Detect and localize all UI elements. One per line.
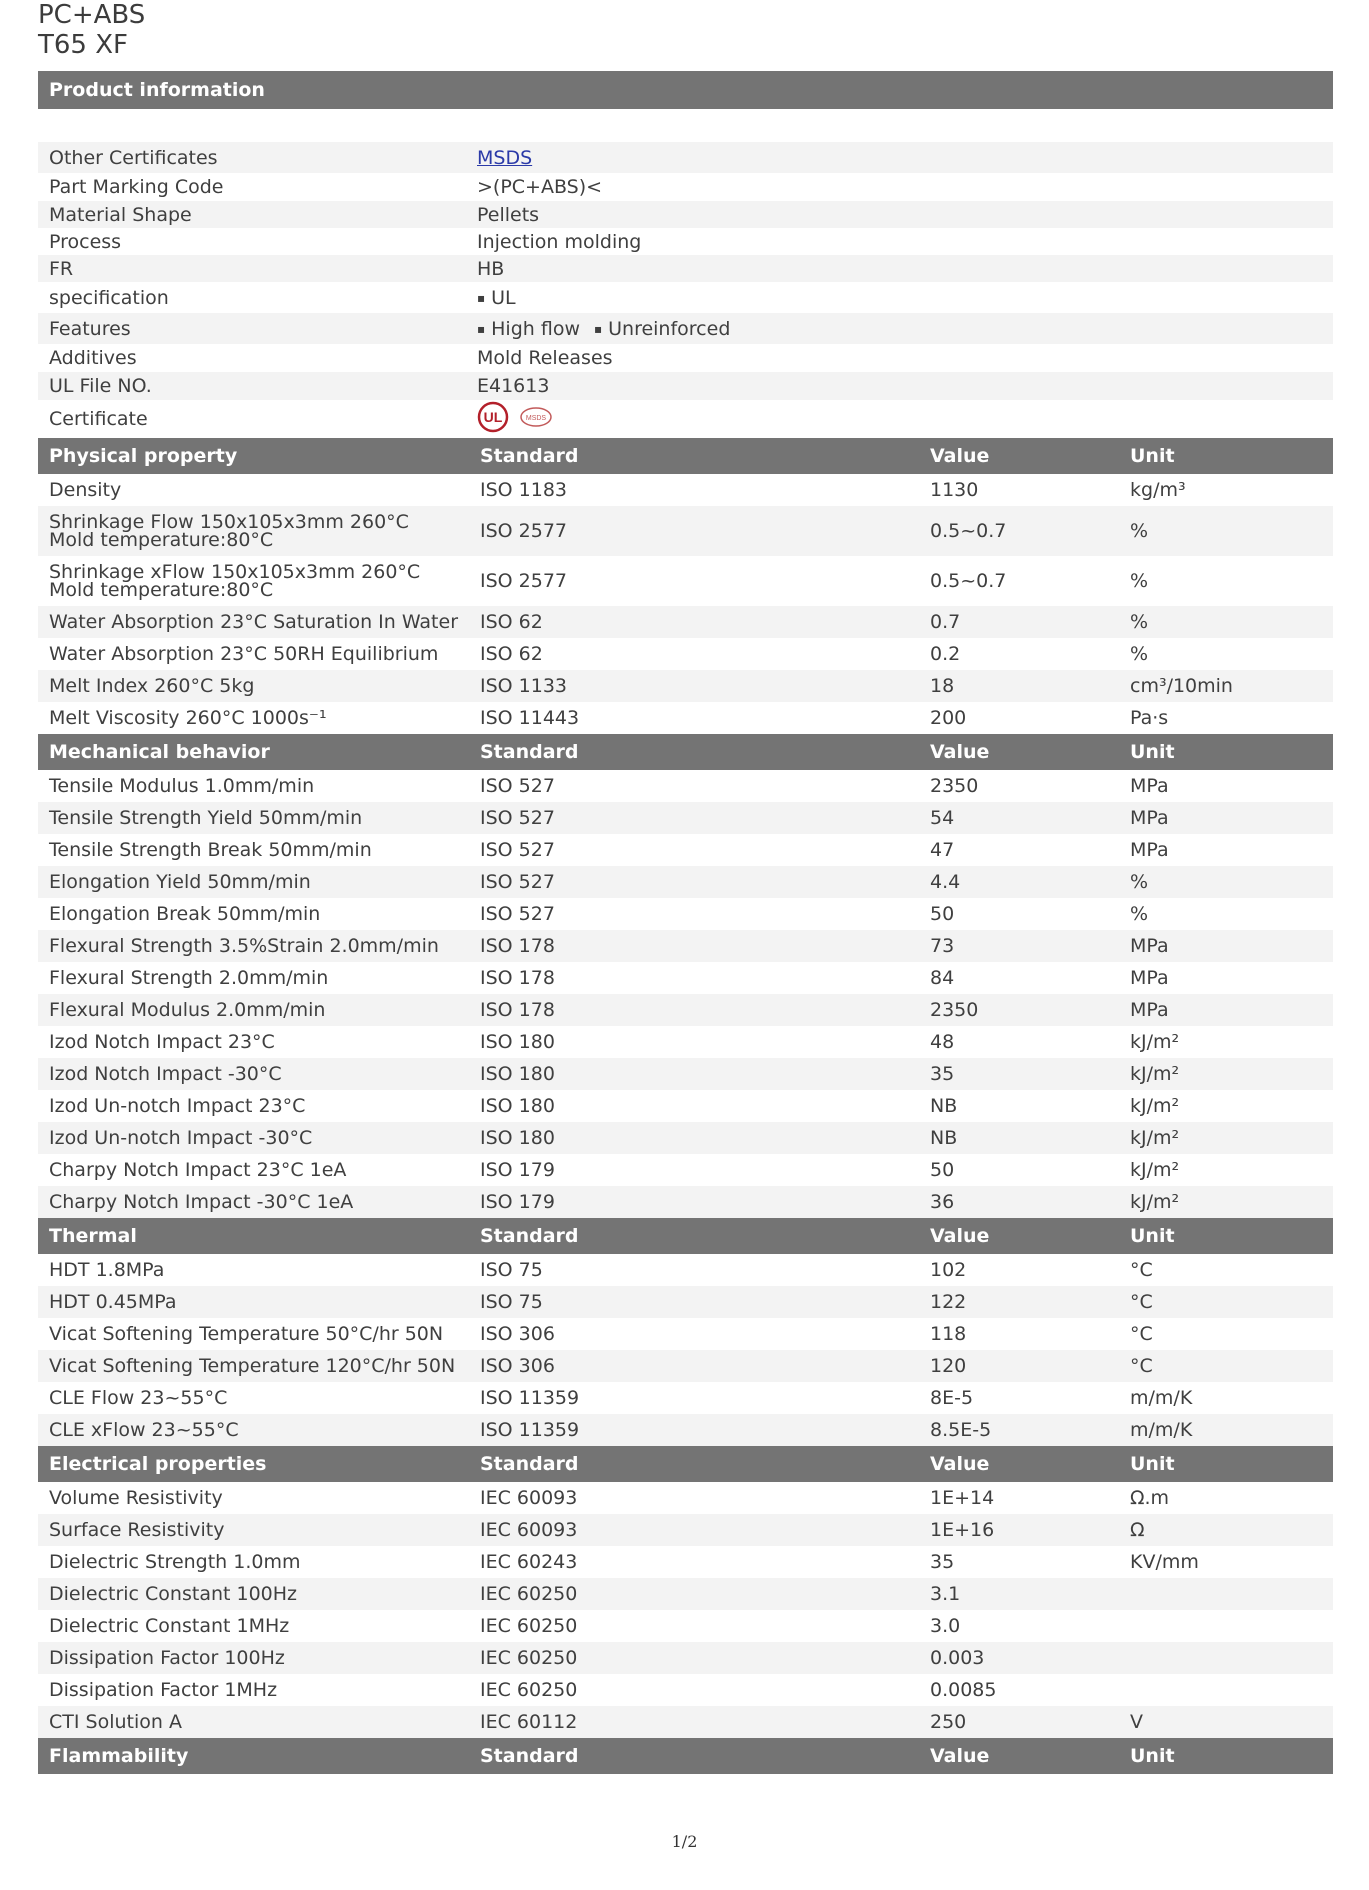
property-unit: % xyxy=(1130,520,1149,542)
property-standard: ISO 178 xyxy=(480,999,555,1021)
property-value: 1E+16 xyxy=(930,1519,995,1541)
property-name: CLE Flow 23~55°C xyxy=(49,1387,228,1409)
property-row xyxy=(38,1514,1333,1546)
property-row xyxy=(38,1318,1333,1350)
property-name: Dissipation Factor 100Hz xyxy=(49,1647,285,1669)
section-header xyxy=(38,438,1333,474)
property-row xyxy=(38,1706,1333,1738)
property-unit: MPa xyxy=(1130,967,1169,989)
info-label: Features xyxy=(49,317,131,340)
product-family-title: PC+ABS xyxy=(38,0,146,30)
unit-col-header: Unit xyxy=(1130,1225,1175,1247)
property-row xyxy=(38,1254,1333,1286)
datasheet xyxy=(38,71,1333,1774)
standard-col-header: Standard xyxy=(480,1745,579,1767)
property-standard: IEC 60093 xyxy=(480,1487,578,1509)
property-name: Charpy Notch Impact -30°C 1eA xyxy=(49,1191,354,1213)
info-label: UL File NO. xyxy=(49,375,152,397)
property-row xyxy=(38,702,1333,734)
property-unit: kJ/m² xyxy=(1130,1127,1180,1149)
property-value: 0.2 xyxy=(930,643,961,665)
property-unit: °C xyxy=(1130,1259,1153,1281)
property-unit: kJ/m² xyxy=(1130,1159,1180,1181)
property-standard: ISO 2577 xyxy=(480,570,568,592)
bullet-icon: ▪ xyxy=(477,322,486,336)
property-row xyxy=(38,606,1333,638)
property-standard: ISO 178 xyxy=(480,967,555,989)
property-value: 0.003 xyxy=(930,1647,985,1669)
property-unit: m/m/K xyxy=(1130,1419,1193,1441)
property-name: Dielectric Constant 100Hz xyxy=(49,1583,298,1605)
property-value: 1E+14 xyxy=(930,1487,995,1509)
property-name: Surface Resistivity xyxy=(49,1519,225,1541)
property-standard: ISO 527 xyxy=(480,807,555,829)
property-value: 2350 xyxy=(930,775,979,797)
property-row xyxy=(38,506,1333,556)
info-row xyxy=(38,142,1333,173)
info-row xyxy=(38,255,1333,282)
property-standard: ISO 178 xyxy=(480,935,555,957)
property-name: Dissipation Factor 1MHz xyxy=(49,1679,278,1701)
property-name: HDT 0.45MPa xyxy=(49,1291,177,1313)
property-row xyxy=(38,1546,1333,1578)
property-standard: IEC 60250 xyxy=(480,1615,578,1637)
property-standard: ISO 62 xyxy=(480,611,543,633)
property-value: 1130 xyxy=(930,479,979,501)
property-value: 50 xyxy=(930,903,955,925)
property-name: Shrinkage Flow 150x105x3mm 260°C Mold temperature:80°C xyxy=(49,511,409,551)
property-value: 200 xyxy=(930,707,967,729)
info-label: Material Shape xyxy=(49,203,192,226)
property-unit: KV/mm xyxy=(1130,1551,1199,1573)
svg-text:UL: UL xyxy=(483,408,503,425)
info-row xyxy=(38,400,1333,438)
info-label: Part Marking Code xyxy=(49,176,224,198)
property-value: 0.5~0.7 xyxy=(930,520,1007,542)
unit-col-header: Unit xyxy=(1130,741,1175,763)
spec-tag xyxy=(477,318,580,340)
property-row xyxy=(38,1186,1333,1218)
property-standard: ISO 11359 xyxy=(480,1387,580,1409)
property-value: 0.0085 xyxy=(930,1679,997,1701)
property-value: 35 xyxy=(930,1063,955,1085)
property-name: Flexural Strength 2.0mm/min xyxy=(49,967,329,989)
property-name: Flexural Strength 3.5%Strain 2.0mm/min xyxy=(49,935,439,957)
standard-col-header: Standard xyxy=(480,1225,579,1247)
property-standard: ISO 306 xyxy=(480,1355,555,1377)
property-standard: ISO 180 xyxy=(480,1063,555,1085)
property-standard: IEC 60250 xyxy=(480,1647,578,1669)
property-value: 84 xyxy=(930,967,955,989)
page-number: 1/2 xyxy=(671,1832,698,1851)
section-title: Electrical properties xyxy=(49,1453,267,1475)
property-row xyxy=(38,670,1333,702)
property-value: 73 xyxy=(930,935,955,957)
info-row xyxy=(38,201,1333,228)
property-row xyxy=(38,556,1333,606)
property-name: Flexural Modulus 2.0mm/min xyxy=(49,999,326,1021)
property-standard: ISO 179 xyxy=(480,1191,555,1213)
info-row xyxy=(38,228,1333,255)
info-row xyxy=(38,344,1333,372)
property-name: Volume Resistivity xyxy=(49,1487,223,1509)
spacer xyxy=(38,109,1333,142)
property-value: 8.5E-5 xyxy=(930,1419,992,1441)
property-row xyxy=(38,930,1333,962)
info-label: Certificate xyxy=(49,408,148,430)
property-standard: ISO 75 xyxy=(480,1259,543,1281)
property-unit: °C xyxy=(1130,1323,1153,1345)
property-unit: Ω xyxy=(1130,1519,1145,1541)
property-name: Charpy Notch Impact 23°C 1eA xyxy=(49,1159,347,1181)
property-row xyxy=(38,962,1333,994)
property-name: Melt Viscosity 260°C 1000s⁻¹ xyxy=(49,707,327,729)
property-name: Shrinkage xFlow 150x105x3mm 260°C Mold temperature:80°C xyxy=(49,561,421,601)
property-name: Elongation Break 50mm/min xyxy=(49,903,321,925)
info-value xyxy=(477,318,1333,340)
info-label: FR xyxy=(49,257,74,280)
property-value: 48 xyxy=(930,1031,955,1053)
value-col-header: Value xyxy=(930,741,990,763)
property-name: Water Absorption 23°C 50RH Equilibrium xyxy=(49,643,439,665)
property-row xyxy=(38,866,1333,898)
info-label: Process xyxy=(49,230,122,253)
property-name: Dielectric Constant 1MHz xyxy=(49,1615,290,1637)
property-standard: ISO 179 xyxy=(480,1159,555,1181)
spec-tag-text: Unreinforced xyxy=(608,317,731,340)
property-row xyxy=(38,1154,1333,1186)
spec-tag-text: UL xyxy=(491,286,516,309)
property-standard: IEC 60243 xyxy=(480,1551,578,1573)
info-value: HB xyxy=(477,257,505,280)
property-standard: ISO 527 xyxy=(480,839,555,861)
info-row xyxy=(38,282,1333,313)
property-row xyxy=(38,1674,1333,1706)
property-name: Vicat Softening Temperature 120°C/hr 50N xyxy=(49,1355,456,1377)
svg-text:MSDS: MSDS xyxy=(525,414,547,422)
property-row xyxy=(38,994,1333,1026)
section-title: Mechanical behavior xyxy=(49,741,270,763)
property-standard: ISO 180 xyxy=(480,1031,555,1053)
spec-tag xyxy=(594,318,730,340)
property-standard: IEC 60250 xyxy=(480,1583,578,1605)
ul-logo-icon[interactable] xyxy=(477,401,509,438)
property-unit: MPa xyxy=(1130,935,1169,957)
section-header xyxy=(38,734,1333,770)
property-row xyxy=(38,638,1333,670)
property-value: 0.7 xyxy=(930,611,961,633)
property-unit: V xyxy=(1130,1711,1143,1733)
property-unit: °C xyxy=(1130,1355,1153,1377)
product-info-header xyxy=(38,71,1333,109)
section-header xyxy=(38,1218,1333,1254)
property-name: Izod Un-notch Impact -30°C xyxy=(49,1127,313,1149)
property-name: Izod Notch Impact 23°C xyxy=(49,1031,275,1053)
value-col-header: Value xyxy=(930,1745,990,1767)
info-value: Mold Releases xyxy=(477,347,613,369)
property-value: 120 xyxy=(930,1355,967,1377)
info-value xyxy=(477,401,1333,438)
property-value: 250 xyxy=(930,1711,967,1733)
value-col-header: Value xyxy=(930,445,990,467)
property-row xyxy=(38,1350,1333,1382)
property-unit: Pa·s xyxy=(1130,707,1169,729)
info-value: >(PC+ABS)< xyxy=(477,176,603,198)
property-value: 122 xyxy=(930,1291,967,1313)
spec-tag-text: High flow xyxy=(491,317,580,340)
property-unit: kg/m³ xyxy=(1130,479,1186,501)
property-unit: % xyxy=(1130,871,1149,893)
property-unit: % xyxy=(1130,570,1149,592)
property-name: Vicat Softening Temperature 50°C/hr 50N xyxy=(49,1323,444,1345)
section-title: Thermal xyxy=(49,1225,137,1247)
property-row xyxy=(38,1482,1333,1514)
property-value: 50 xyxy=(930,1159,955,1181)
property-name: Tensile Modulus 1.0mm/min xyxy=(49,775,315,797)
product-grade-title: T65 XF xyxy=(38,30,128,60)
property-name: Elongation Yield 50mm/min xyxy=(49,871,311,893)
property-row xyxy=(38,770,1333,802)
standard-col-header: Standard xyxy=(480,1453,579,1475)
info-value: Pellets xyxy=(477,203,540,226)
info-label: Additives xyxy=(49,347,137,369)
property-row xyxy=(38,1090,1333,1122)
property-value: 36 xyxy=(930,1191,955,1213)
property-standard: IEC 60250 xyxy=(480,1679,578,1701)
msds-link[interactable]: MSDS xyxy=(477,146,533,169)
info-value xyxy=(477,287,1333,309)
bullet-icon: ▪ xyxy=(593,322,603,336)
property-unit: kJ/m² xyxy=(1130,1031,1180,1053)
property-row xyxy=(38,1382,1333,1414)
property-row xyxy=(38,1578,1333,1610)
property-standard: ISO 527 xyxy=(480,871,555,893)
property-unit: % xyxy=(1130,611,1149,633)
property-row xyxy=(38,1058,1333,1090)
property-standard: ISO 527 xyxy=(480,775,555,797)
property-standard: ISO 2577 xyxy=(480,520,568,542)
section-title: Physical property xyxy=(49,445,238,467)
property-standard: ISO 306 xyxy=(480,1323,555,1345)
property-name: Tensile Strength Yield 50mm/min xyxy=(49,807,363,829)
unit-col-header: Unit xyxy=(1130,445,1175,467)
property-value: 3.0 xyxy=(930,1615,961,1637)
certificate-icons xyxy=(477,401,1333,438)
property-unit: MPa xyxy=(1130,999,1169,1021)
property-row xyxy=(38,1642,1333,1674)
property-row xyxy=(38,1286,1333,1318)
property-unit: % xyxy=(1130,643,1149,665)
property-standard: ISO 11443 xyxy=(480,707,580,729)
property-standard: ISO 62 xyxy=(480,643,543,665)
bullet-icon: ▪ xyxy=(477,291,486,305)
property-name: CTI Solution A xyxy=(49,1711,182,1733)
info-row xyxy=(38,313,1333,344)
property-row xyxy=(38,1026,1333,1058)
standard-col-header: Standard xyxy=(480,741,579,763)
property-unit: °C xyxy=(1130,1291,1153,1313)
property-standard: ISO 527 xyxy=(480,903,555,925)
property-name: Dielectric Strength 1.0mm xyxy=(49,1551,301,1573)
spec-tag xyxy=(477,287,516,309)
property-row xyxy=(38,1122,1333,1154)
property-value: 35 xyxy=(930,1551,955,1573)
property-unit: Ω.m xyxy=(1130,1487,1170,1509)
property-row xyxy=(38,898,1333,930)
property-value: 18 xyxy=(930,675,955,697)
property-value: NB xyxy=(930,1127,958,1149)
property-unit: MPa xyxy=(1130,775,1169,797)
value-col-header: Value xyxy=(930,1453,990,1475)
info-value: Injection molding xyxy=(477,230,642,253)
property-row xyxy=(38,834,1333,866)
property-value: 102 xyxy=(930,1259,967,1281)
property-standard: IEC 60093 xyxy=(480,1519,578,1541)
property-name: Izod Notch Impact -30°C xyxy=(49,1063,282,1085)
info-row xyxy=(38,372,1333,400)
unit-col-header: Unit xyxy=(1130,1453,1175,1475)
property-name: HDT 1.8MPa xyxy=(49,1259,165,1281)
property-name: Density xyxy=(49,479,122,501)
property-value: 0.5~0.7 xyxy=(930,570,1007,592)
standard-col-header: Standard xyxy=(480,445,579,467)
property-unit: m/m/K xyxy=(1130,1387,1193,1409)
property-name: Melt Index 260°C 5kg xyxy=(49,675,255,697)
property-name: Tensile Strength Break 50mm/min xyxy=(49,839,372,861)
property-row xyxy=(38,1414,1333,1446)
property-standard: ISO 180 xyxy=(480,1127,555,1149)
property-row xyxy=(38,1610,1333,1642)
property-standard: ISO 11359 xyxy=(480,1419,580,1441)
property-row xyxy=(38,474,1333,506)
value-col-header: Value xyxy=(930,1225,990,1247)
property-unit: % xyxy=(1130,903,1149,925)
info-row xyxy=(38,173,1333,201)
msds-logo-icon[interactable] xyxy=(519,406,553,433)
property-value: 3.1 xyxy=(930,1583,961,1605)
property-value: NB xyxy=(930,1095,958,1117)
property-unit: MPa xyxy=(1130,807,1169,829)
info-label: specification xyxy=(49,286,169,309)
section-header xyxy=(38,1738,1333,1774)
property-value: 54 xyxy=(930,807,955,829)
property-name: CLE xFlow 23~55°C xyxy=(49,1419,239,1441)
property-name: Water Absorption 23°C Saturation In Water xyxy=(49,611,459,633)
section-title: Flammability xyxy=(49,1745,189,1767)
section-header xyxy=(38,1446,1333,1482)
property-standard: ISO 1133 xyxy=(480,675,568,697)
property-value: 118 xyxy=(930,1323,967,1345)
property-unit: kJ/m² xyxy=(1130,1095,1180,1117)
property-name: Izod Un-notch Impact 23°C xyxy=(49,1095,306,1117)
property-value: 8E-5 xyxy=(930,1387,974,1409)
property-standard: IEC 60112 xyxy=(480,1711,578,1733)
unit-col-header: Unit xyxy=(1130,1745,1175,1767)
property-standard: ISO 180 xyxy=(480,1095,555,1117)
property-standard: ISO 1183 xyxy=(480,479,568,501)
property-standard: ISO 75 xyxy=(480,1291,543,1313)
property-unit: cm³/10min xyxy=(1130,675,1233,697)
property-value: 4.4 xyxy=(930,871,961,893)
property-unit: MPa xyxy=(1130,839,1169,861)
property-unit: kJ/m² xyxy=(1130,1191,1180,1213)
property-unit: kJ/m² xyxy=(1130,1063,1180,1085)
info-value xyxy=(477,147,1333,169)
property-value: 47 xyxy=(930,839,955,861)
info-label: Other Certificates xyxy=(49,146,218,169)
property-row xyxy=(38,802,1333,834)
property-value: 2350 xyxy=(930,999,979,1021)
info-value: E41613 xyxy=(477,375,550,397)
section-title: Product information xyxy=(49,79,265,101)
